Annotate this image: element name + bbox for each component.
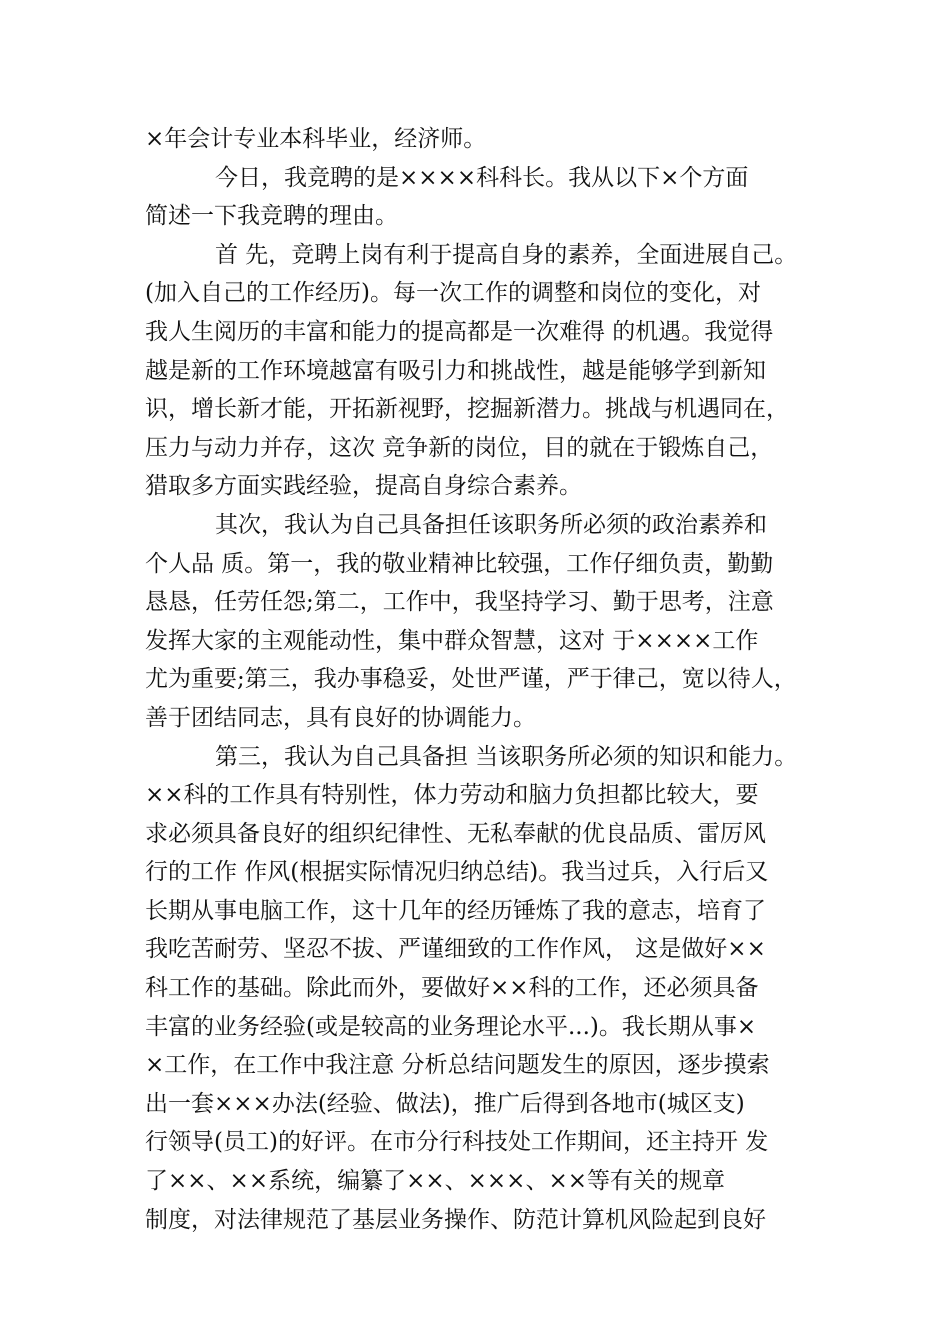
text-line: ×工作，在工作中我注意 分析总结问题发生的原因，逐步摸索 xyxy=(145,1052,770,1079)
paragraph-first-line: 今日，我竞聘的是××××科科长。我从以下×个方面 xyxy=(215,164,749,191)
text-line: 发挥大家的主观能动性，集中群众智慧，这对 于××××工作 xyxy=(145,627,759,654)
text-line: 丰富的业务经验(或是较高的业务理论水平...)。我长期从事× xyxy=(145,1013,757,1040)
text-line: 越是新的工作环境越富有吸引力和挑战性，越是能够学到新知 xyxy=(145,357,766,384)
text-line: 行的工作 作风(根据实际情况归纳总结)。我当过兵，入行后又 xyxy=(145,859,769,886)
text-line: 恳恳，任劳任怨;第二，工作中，我坚持学习、勤于思考，注意 xyxy=(145,589,774,616)
text-line: 我人生阅历的丰富和能力的提高都是一次难得 的机遇。我觉得 xyxy=(145,318,774,345)
text-line: 行领导(员工)的好评。在市分行科技处工作期间，还主持开 发 xyxy=(145,1129,769,1156)
text-line: 科工作的基础。除此而外，要做好××科的工作，还必须具备 xyxy=(145,975,759,1002)
paragraph-first-line: 其次，我认为自己具备担任该职务所必须的政治素养和 xyxy=(215,511,767,538)
text-line: 善于团结同志，具有良好的协调能力。 xyxy=(145,704,536,731)
text-line: 简述一下我竞聘的理由。 xyxy=(145,203,398,230)
text-line: 我吃苦耐劳、坚忍不拔、严谨细致的工作作风， 这是做好×× xyxy=(145,936,766,963)
text-line: (加入自己的工作经历)。每一次工作的调整和岗位的变化，对 xyxy=(145,280,761,307)
text-line: 个人品 质。第一，我的敬业精神比较强，工作仔细负责，勤勤 xyxy=(145,550,774,577)
text-line: 了××、××系统，编纂了××、×××、××等有关的规章 xyxy=(145,1168,725,1195)
text-line: 出一套×××办法(经验、做法)，推广后得到各地市(城区支) xyxy=(145,1090,745,1117)
document-body xyxy=(145,120,825,1239)
text-line: 求必须具备良好的组织纪律性、无私奉献的优良品质、雷厉风 xyxy=(145,820,766,847)
text-line: 长期从事电脑工作，这十几年的经历锤炼了我的意志，培育了 xyxy=(145,897,766,924)
text-line: 猎取多方面实践经验，提高自身综合素养。 xyxy=(145,473,582,500)
text-line: ××科的工作具有特别性，体力劳动和脑力负担都比较大，要 xyxy=(145,782,759,809)
text-line: ×年会计专业本科毕业，经济师。 xyxy=(145,126,487,152)
text-line: 识，增长新才能，开拓新视野，挖掘新潜力。挑战与机遇同在， xyxy=(145,396,789,423)
paragraph-first-line: 第三，我认为自己具备担 当该职务所必须的知识和能力。 xyxy=(215,743,798,770)
text-line: 尤为重要;第三，我办事稳妥，处世严谨，严于律己，宽以待人， xyxy=(145,666,797,693)
text-line: 压力与动力并存，这次 竞争新的岗位，目的就在于锻炼自己， xyxy=(145,434,774,461)
text-line: 制度，对法律规范了基层业务操作、防范计算机风险起到良好 xyxy=(145,1206,766,1233)
paragraph-first-line: 首 先，竞聘上岗有利于提高自身的素养，全面进展自己。 xyxy=(215,241,798,268)
